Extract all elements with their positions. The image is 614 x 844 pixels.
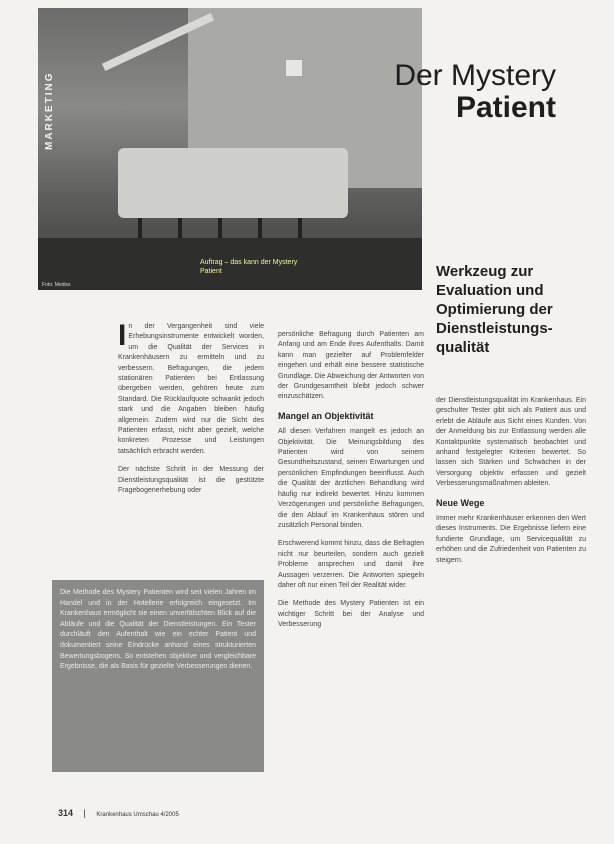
drop-cap: I	[118, 319, 127, 352]
article-title	[394, 60, 556, 124]
info-box: Die Methode des Mystery Patienten wird seit vielen Jahren im Handel und in der Hotellerie erfolgreich eingesetzt. Im Krankenhaus ermöglicht sie einen unverfälschten Blick auf die Abläufe und die Qualität der Dienstleistungen. Ein Tester durchläuft den Aufenthalt wie ein echter Patient und dokumentiert seine Eindrücke anhand eines strukturierten Bewertungsbogens. So entstehen objektive und vergleichbare Ergebnisse, die als Basis für gezielte Verbesserungen dienen.	[52, 580, 264, 772]
photo-bed	[118, 148, 348, 218]
paragraph-text: n der Vergangenheit sind viele Erhebungsinstrumente entwickelt worden, um die Qualität der Services in Krankenhäusern zu ermitteln und zu verbessern. Befragungen, die jedem stationären Patienten bei Entlassung übergeben werden, gehören heute zum Standard. Die Rücklaufquote schwankt jedoch stark und die Angaben bleiben häufig allgemein. Zudem wird nur die Sicht des Patienten erfasst, nicht aber gezielt, welche konkreten Prozesse und Leistungen tatsächlich erbracht werden.	[118, 323, 264, 455]
text-column-1	[118, 319, 264, 505]
paragraph: Der nächste Schritt in der Messung der Dienstleistungsqualität ist die gestützte Fragebogenerhebung oder	[118, 466, 264, 495]
title-line-1: Der Mystery	[394, 59, 556, 92]
paragraph	[118, 319, 264, 457]
publication-source: Krankenhaus Umschau 4/2005	[96, 812, 179, 818]
paragraph: Immer mehr Krankenhäuser erkennen den Wert dieses Instruments. Die Ergebnisse liefern eine fundierte Grundlage, um Servicequalität zu erhöhen und die Zufriedenheit von Patienten zu steigern.	[436, 515, 586, 564]
paragraph: Erschwerend kommt hinzu, dass die Befragten nicht nur beurteilen, sondern auch gezielt Probleme ansprechen und damit ihre Aussagen verzerren. Die Antworten spiegeln daher oft nur einen Teil der Realität wider.	[278, 540, 424, 589]
paragraph: persönliche Befragung durch Patienten am Anfang und am Ende ihres Aufenthalts. Damit kann man gezielter auf Problemfelder eingehen und erhält eine bessere statistische Grundlage. Die Abweichung der Antworten von der Grundgesamtheit bleibt jedoch schwer einzuschätzen.	[278, 331, 424, 401]
paragraph: Die Methode des Mystery Patienten ist ein wichtiger Schritt bei der Analyse und Verbesserung	[278, 600, 424, 629]
section-heading: Neue Wege	[436, 497, 485, 508]
header-photo	[38, 8, 422, 290]
footer-divider: |	[83, 808, 86, 818]
page-number: 314	[58, 808, 74, 818]
section-heading: Mangel an Objektivität	[278, 410, 374, 421]
paragraph: der Dienstleistungsqualität im Krankenhaus. Ein geschulter Tester gibt sich als Patient aus und erlebt die Abläufe aus Sicht eines Kunden. Von der Anmeldung bis zur Entlassung werden alle Kontaktpunkte systematisch beobachtet und anhand festgelegter Kriterien bewertet. So lassen sich Stärken und Schwächen in der Versorgung objektiv erfassen und gezielt Verbesserungsmaßnahmen ableiten.	[436, 397, 586, 488]
paragraph: All diesen Verfahren mangelt es jedoch an Objektivität. Die Meinungsbildung des Patienten wird von seinem Gesundheitszustand, seinen Erwartungen und persönlichen Empfindungen beeinflusst. Auch die Qualität der ärztlichen Behandlung wird häufig nur indirekt bewertet. Hinzu kommen Verzögerungen und persönliche Befragungen, die den Ablauf im Krankenhaus stören und zusätzlich Personal binden.	[278, 428, 424, 529]
page-footer	[58, 808, 179, 818]
text-column-3	[436, 396, 586, 574]
text-column-2	[278, 330, 424, 639]
section-label: MARKETING	[44, 71, 55, 150]
photo-sign	[286, 60, 302, 76]
title-line-2: Patient	[455, 91, 556, 124]
photo-caption: Auftrag – das kann der Mystery Patient	[200, 259, 298, 275]
article-subtitle: Werkzeug zur Evaluation und Optimierung der Dienstleistungs-qualität	[436, 263, 553, 356]
photo-credit: Foto: Medixx	[42, 282, 71, 288]
